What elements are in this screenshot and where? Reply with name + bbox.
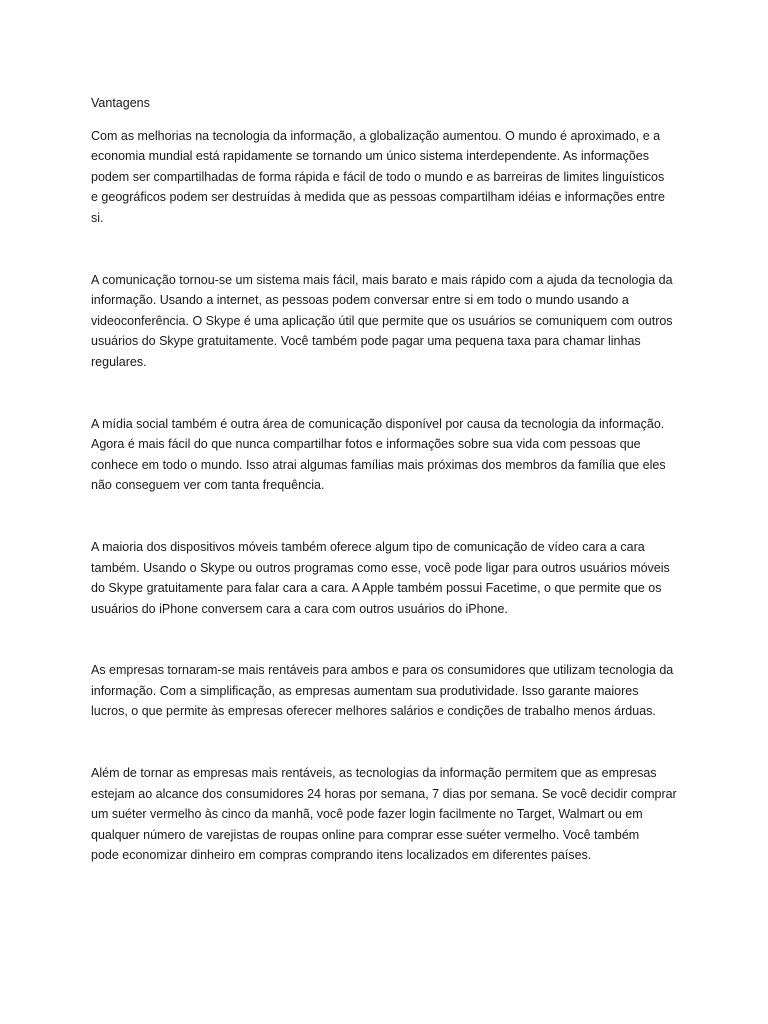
paragraph-1 <box>91 126 691 229</box>
paragraph-line: estejam ao alcance dos consumidores 24 horas por semana, 7 dias por semana. Se você decidir comprar <box>91 786 677 801</box>
paragraph-5 <box>91 660 691 722</box>
paragraph-line: informação. Usando a internet, as pessoas podem conversar entre si em todo o mundo usando a <box>91 293 629 308</box>
paragraph-line: também. Usando o Skype ou outros programas como esse, você pode ligar para outros usuários móveis <box>91 560 670 575</box>
paragraph-line: um suéter vermelho às cinco da manhã, você pode fazer login facilmente no Target, Walmart ou em <box>91 807 643 822</box>
paragraph-line: Com as melhorias na tecnologia da informação, a globalização aumentou. O mundo é aproximado, e a <box>91 128 661 143</box>
document-page <box>91 93 691 866</box>
paragraph-line: As empresas tornaram-se mais rentáveis para ambos e para os consumidores que utilizam tecnologia da <box>91 663 674 678</box>
paragraph-line: usuários do Skype gratuitamente. Você também pode pagar uma pequena taxa para chamar linhas <box>91 334 641 349</box>
paragraph-line: videoconferência. O Skype é uma aplicação útil que permite que os usuários se comuniquem com outros <box>91 313 673 328</box>
paragraph-4 <box>91 537 691 619</box>
paragraph-2 <box>91 270 691 373</box>
paragraph-line: economia mundial está rapidamente se tornando um único sistema interdependente. As informações <box>91 149 649 164</box>
paragraph-line: Além de tornar as empresas mais rentáveis, as tecnologias da informação permitem que as empresas <box>91 766 657 781</box>
paragraph-line: e geográficos podem ser destruídas à medida que as pessoas compartilham idéias e informações entre <box>91 190 665 205</box>
paragraph-line: A comunicação tornou-se um sistema mais fácil, mais barato e mais rápido com a ajuda da tecnologia da <box>91 272 673 287</box>
paragraph-3 <box>91 414 691 496</box>
paragraph-line: podem ser compartilhadas de forma rápida e fácil de todo o mundo e as barreiras de limites linguísticos <box>91 169 665 184</box>
paragraph-line: informação. Com a simplificação, as empresas aumentam sua produtividade. Isso garante maiores <box>91 683 639 698</box>
paragraph-line: não conseguem ver com tanta frequência. <box>91 478 325 493</box>
paragraph-line: lucros, o que permite às empresas oferecer melhores salários e condições de trabalho menos árduas. <box>91 704 656 719</box>
document-heading: Vantagens <box>91 96 150 110</box>
paragraph-line: Agora é mais fácil do que nunca compartilhar fotos e informações sobre sua vida com pessoas que <box>91 437 641 452</box>
paragraph-line: pode economizar dinheiro em compras comprando itens localizados em diferentes países. <box>91 848 592 863</box>
paragraph-line: A mídia social também é outra área de comunicação disponível por causa da tecnologia da informação. <box>91 416 665 431</box>
paragraph-line: regulares. <box>91 354 147 369</box>
paragraph-line: A maioria dos dispositivos móveis também oferece algum tipo de comunicação de vídeo cara a cara <box>91 539 645 554</box>
paragraph-line: si. <box>91 210 104 225</box>
paragraph-line: qualquer número de varejistas de roupas online para comprar esse suéter vermelho. Você também <box>91 827 640 842</box>
paragraph-line: usuários do iPhone conversem cara a cara com outros usuários do iPhone. <box>91 601 508 616</box>
paragraph-line: conhece em todo o mundo. Isso atrai algumas famílias mais próximas dos membros da família que eles <box>91 457 666 472</box>
paragraph-6 <box>91 763 691 866</box>
paragraph-line: do Skype gratuitamente para falar cara a cara. A Apple também possui Facetime, o que permite que os <box>91 581 662 596</box>
